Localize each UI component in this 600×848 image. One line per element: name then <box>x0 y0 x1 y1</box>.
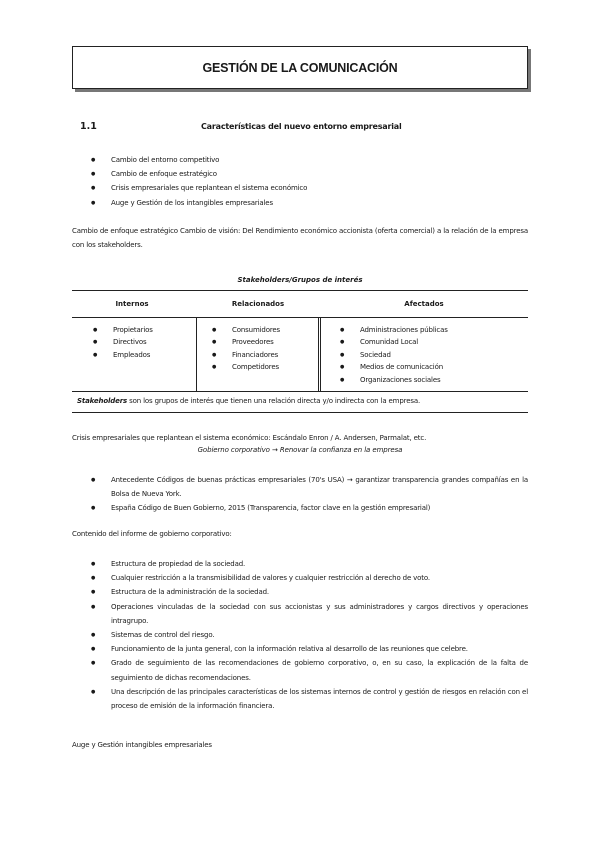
internos-list <box>93 324 153 361</box>
list-item: ● Cambio del entorno competitivo <box>91 153 307 167</box>
list-item: ● Medios de comunicación <box>340 361 448 373</box>
list-item: ● Estructura de propiedad de la sociedad. <box>91 557 528 571</box>
definition-text <box>77 397 420 405</box>
definition-body: son los grupos de interés que tienen una relación directa y/o indirecta con la empresa. <box>127 397 421 405</box>
table-divider <box>72 317 528 318</box>
list-item: ● Propietarios <box>93 324 153 336</box>
final-line: Auge y Gestión intangibles empresariales <box>72 741 212 749</box>
definition-term: Stakeholders <box>77 397 128 405</box>
list-item: ● Grado de seguimiento de las recomendaciones de gobierno corporativo, o, en su caso, la explicación de la falta de seguimiento de dichas recomendaciones. <box>91 656 528 684</box>
paragraph-enfoque: Cambio de enfoque estratégico Cambio de visión: Del Rendimiento económico accionista (oferta comercial) a la relación de la empresa con los stakeholders. <box>72 227 528 249</box>
afectados-list <box>340 324 448 386</box>
list-item: ● Crisis empresariales que replantean el sistema económico <box>91 181 307 195</box>
gobierno-bullet-list <box>91 473 528 516</box>
list-item: ● Cambio de enfoque estratégico <box>91 167 307 181</box>
list-item: ● Consumidores <box>212 324 280 336</box>
list-item: ● Financiadores <box>212 349 280 361</box>
column-divider <box>318 317 319 391</box>
stakeholders-definition <box>72 391 528 413</box>
list-item: ● Una descripción de las principales características de los sistemas internos de control y gestión de riesgos en relación con el proceso de emisión de la información financiera. <box>91 685 528 713</box>
list-item: ● Comunidad Local <box>340 336 448 348</box>
list-item: ● Operaciones vinculadas de la sociedad con sus accionistas y sus administradores y cargos directivos y operaciones intragrupo. <box>91 600 528 628</box>
informe-intro: Contenido del informe de gobierno corporativo: <box>72 530 232 538</box>
list-item: ● Cualquier restricción a la transmisibilidad de valores y cualquier restricción al derecho de voto. <box>91 571 528 585</box>
informe-bullet-list <box>91 557 528 713</box>
list-item: ● Estructura de la administración de la sociedad. <box>91 585 528 599</box>
list-item: ● Proveedores <box>212 336 280 348</box>
list-item: ● Organizaciones sociales <box>340 374 448 386</box>
list-item: ● Sistemas de control del riesgo. <box>91 628 528 642</box>
list-item: ● Sociedad <box>340 349 448 361</box>
column-divider <box>196 317 197 391</box>
section-title: Características del nuevo entorno empresarial <box>201 122 402 131</box>
list-item: ● Funcionamiento de la junta general, con la información relativa al desarrollo de las reuniones que celebre. <box>91 642 528 656</box>
stakeholders-table <box>72 290 528 392</box>
list-item: ● Empleados <box>93 349 153 361</box>
list-item: ● España Código de Buen Gobierno, 2015 (Transparencia, factor clave en la gestión empresarial) <box>91 501 528 515</box>
page-title: GESTIÓN DE LA COMUNICACIÓN <box>72 46 528 89</box>
intro-bullet-list <box>91 153 307 210</box>
list-item: ● Administraciones públicas <box>340 324 448 336</box>
relacionados-list <box>212 324 280 374</box>
column-header-relacionados: Relacionados <box>231 300 285 308</box>
table-caption: Stakeholders/Grupos de interés <box>237 276 363 284</box>
column-divider <box>320 317 321 391</box>
gobierno-corporativo-line: Gobierno corporativo → Renovar la confianza en la empresa <box>197 446 403 454</box>
list-item: ● Auge y Gestión de los intangibles empresariales <box>91 196 307 210</box>
list-item: ● Directivos <box>93 336 153 348</box>
crisis-line: Crisis empresariales que replantean el sistema económico: Escándalo Enron / A. Andersen, Parmalat, etc. <box>72 434 427 442</box>
column-header-afectados: Afectados <box>404 300 444 308</box>
column-header-internos: Internos <box>115 300 149 308</box>
list-item: ● Competidores <box>212 361 280 373</box>
list-item: ● Antecedente Códigos de buenas prácticas empresariales (70's USA) → garantizar transparencia grandes compañías en la Bolsa de Nueva York. <box>91 473 528 501</box>
section-number: 1.1 <box>80 121 97 132</box>
